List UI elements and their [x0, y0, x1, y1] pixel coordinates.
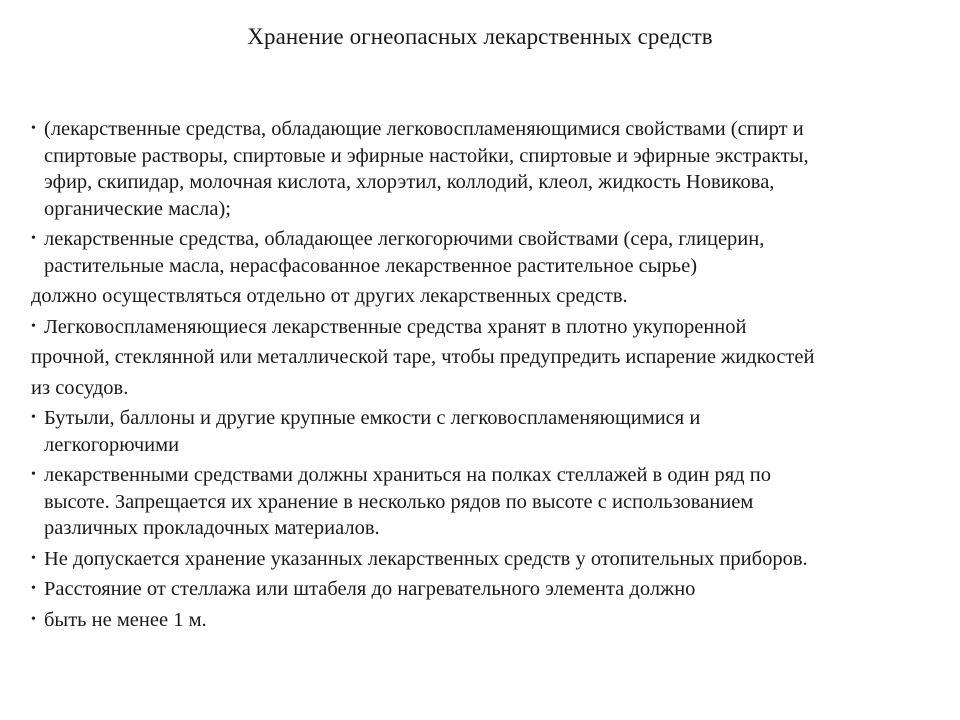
bullet-icon: • [31, 318, 36, 334]
bullet-item-min-distance [31, 607, 911, 634]
bullet-icon: • [31, 410, 36, 425]
slide-title: Хранение огнеопасных лекарственных средств [247, 24, 713, 49]
text-line: Расстояние от стеллажа или штабеля до нагревательного элемента должно [44, 578, 696, 600]
bullet-item-distance [31, 576, 911, 603]
bullet-icon: • [31, 231, 36, 246]
text-line: Не допускается хранение указанных лекарственных средств у отопительных приборов. [44, 547, 808, 570]
text-line: Бутыли, баллоны и другие крупные емкости с легковоспламеняющимися и [44, 407, 701, 429]
text-line: высоте. Запрещается их хранение в несколько рядов по высоте с использованием [44, 490, 754, 513]
bullet-icon: • [31, 581, 36, 596]
text-line: различных прокладочных материалов. [44, 517, 380, 539]
text-line: Легковоспламеняющиеся лекарственные средства хранят в плотно укупоренной [44, 315, 747, 338]
text-line: лекарственными средствами должны храниться на полках стеллажей в один ряд по [44, 464, 771, 486]
bullet-icon: • [31, 121, 36, 136]
text-line: эфир, скипидар, молочная кислота, хлорэтил, коллодий, клеол, жидкость Новикова, [44, 171, 775, 193]
bullet-item-flammable-list [31, 116, 911, 222]
text-line: легкогорючими [44, 433, 180, 456]
bullet-item-combustible-list [31, 226, 911, 279]
bullet-icon: • [31, 467, 36, 482]
bullet-icon: • [31, 550, 36, 566]
text-line: спиртовые растворы, спиртовые и эфирные настойки, спиртовые и эфирные экстракты, [44, 144, 809, 167]
text-line: органические масла); [44, 197, 232, 220]
text-line: лекарственные средства, обладающее легкогорючими свойствами (сера, глицерин, [44, 228, 765, 250]
text-line: растительные масла, нерасфасованное лекарственное растительное сырье) [44, 254, 698, 277]
paragraph-separate-storage: должно осуществляться отдельно от других лекарственных средств. [31, 285, 628, 307]
text-line: (лекарственные средства, обладающие легковоспламеняющимися свойствами (спирт и [44, 118, 804, 140]
bullet-item-shelf-storage [31, 462, 911, 542]
bullet-item-heating-devices [31, 546, 911, 573]
text-line: быть не менее 1 м. [44, 608, 207, 631]
paragraph-container-type: прочной, стеклянной или металлической таре, чтобы предупредить испарение жидкостей [31, 346, 815, 368]
paragraph-from-vessels: из сосудов. [31, 376, 129, 399]
bullet-icon: • [31, 611, 36, 627]
bullet-item-large-containers [31, 405, 911, 458]
bullet-item-sealed-containers [31, 314, 911, 341]
slide-body [31, 116, 911, 633]
